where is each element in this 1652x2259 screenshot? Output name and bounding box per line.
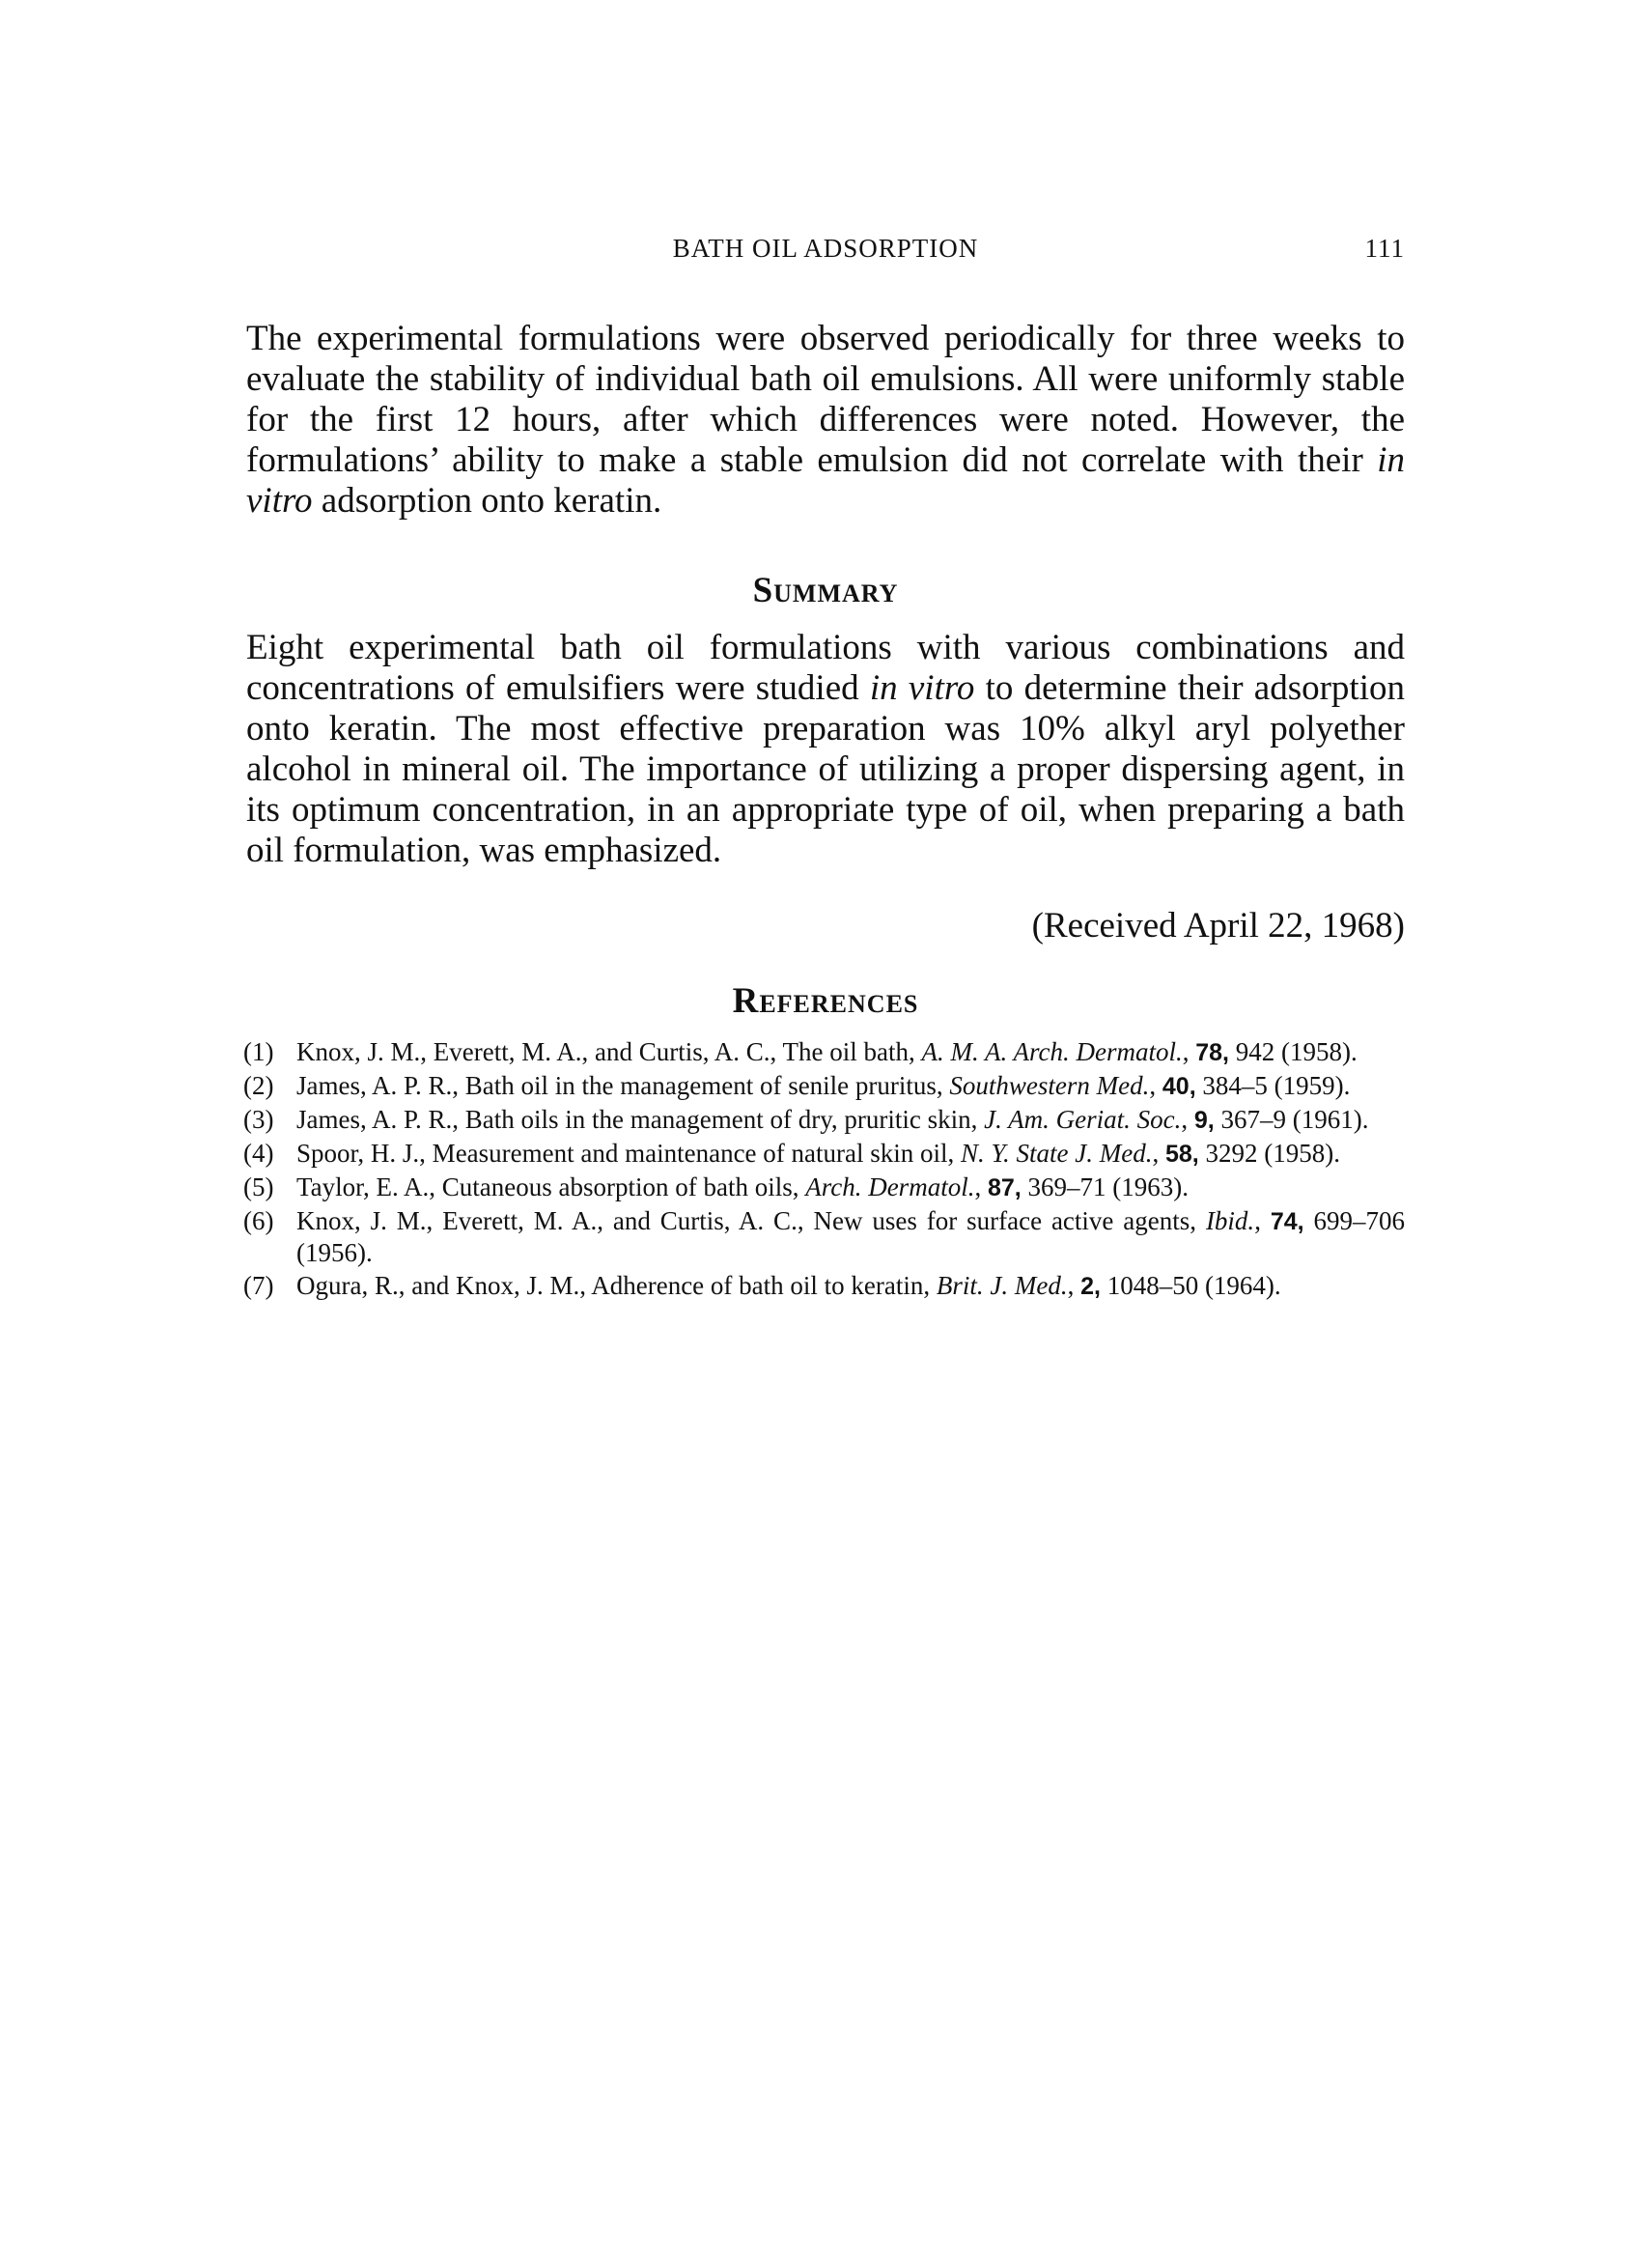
reference-item [243,1270,1405,1302]
reference-separator: , [1067,1271,1081,1300]
reference-separator: , [1254,1206,1271,1235]
received-date: (Received April 22, 1968) [1031,906,1405,946]
references-heading: References [732,981,919,1021]
reference-volume: 87, [987,1174,1022,1201]
summary-heading: Summary [752,571,899,610]
references-list [243,1036,1405,1302]
reference-authors-title: Knox, J. M., Everett, M. A., and Curtis, A. C., The oil bath, [296,1037,922,1066]
running-head [246,234,1405,272]
intro-italic: in vitro [246,440,1405,521]
references-heading-wrap [246,980,1405,1022]
reference-number: (5) [243,1172,274,1201]
reference-number: (7) [243,1271,274,1300]
reference-authors-title: James, A. P. R., Bath oil in the management of senile pruritus, [296,1071,950,1100]
summary-italic: in vitro [869,668,975,708]
received-line [246,905,1405,946]
reference-pages-year: 369–71 (1963). [1021,1172,1189,1201]
summary-section [246,570,1405,611]
reference-volume: 2, [1080,1273,1101,1300]
reference-separator: , [1182,1037,1196,1066]
intro-text-1: The experimental formulations were observed periodically for three weeks to evaluate the stability of individual bath oil emulsions. All were uniformly stable for the first 12 hours, after which differences were noted. However, the formulations’ ability to make a stable emulsion did not correlate with their [246,319,1405,480]
reference-authors-title: James, A. P. R., Bath oils in the management of dry, pruritic skin, [296,1105,985,1134]
reference-volume: 78, [1195,1039,1229,1066]
reference-authors-title: Spoor, H. J., Measurement and maintenance of natural skin oil, [296,1139,961,1168]
summary-text-1: Eight experimental bath oil formulations with various combinations and concentrations of emulsifiers were studied [246,628,1405,708]
reference-journal: Southwestern Med. [949,1071,1150,1100]
running-head-title: BATH OIL ADSORPTION [672,234,979,263]
reference-volume: 58, [1165,1141,1199,1168]
reference-journal: Ibid. [1205,1206,1255,1235]
reference-authors-title: Taylor, E. A., Cutaneous absorption of bath oils, [296,1172,806,1201]
reference-authors-title: Knox, J. M., Everett, M. A., and Curtis, A. C., New uses for surface active agents, [296,1206,1206,1235]
reference-pages-year: 384–5 (1959). [1195,1071,1351,1100]
reference-number: (1) [243,1037,274,1066]
reference-journal: Arch. Dermatol. [805,1172,975,1201]
reference-pages-year: 3292 (1958). [1198,1139,1340,1168]
reference-item [243,1070,1405,1102]
summary-paragraph [246,628,1405,871]
reference-volume: 74, [1270,1208,1304,1235]
reference-journal: N. Y. State J. Med. [961,1139,1153,1168]
reference-number: (6) [243,1206,274,1235]
reference-pages-year: 1048–50 (1964). [1100,1271,1281,1300]
reference-number: (4) [243,1139,274,1168]
summary-text-2: to determine their adsorption onto keratin. The most effective preparation was 10% alkyl aryl polyether alcohol in mineral oil. The importance of utilizing a proper dispersing agent, in its optimum concentration, in an appropriate type of oil, when preparing a bath oil formulation, was emphasized. [246,668,1405,870]
reference-text [296,1138,1405,1170]
reference-text [296,1036,1405,1068]
intro-paragraph [246,319,1405,522]
reference-pages-year: 699–706 (1956). [296,1206,1406,1267]
reference-item [243,1036,1405,1068]
page-number: 111 [1364,234,1405,263]
references-section [243,1036,1405,1304]
reference-pages-year: 367–9 (1961). [1214,1105,1369,1134]
reference-item [243,1138,1405,1170]
reference-text [296,1205,1405,1268]
reference-journal: A. M. A. Arch. Dermatol. [921,1037,1183,1066]
reference-separator: , [1152,1139,1165,1168]
reference-text [296,1270,1405,1302]
reference-journal: Brit. J. Med. [936,1271,1068,1300]
reference-journal: J. Am. Geriat. Soc. [984,1105,1182,1134]
reference-item [243,1104,1405,1136]
reference-separator: , [1181,1105,1194,1134]
reference-text [296,1070,1405,1102]
reference-volume: 40, [1162,1073,1196,1100]
reference-separator: , [974,1172,988,1201]
reference-text [296,1104,1405,1136]
reference-item [243,1172,1405,1203]
reference-item [243,1205,1405,1268]
reference-number: (3) [243,1105,274,1134]
reference-pages-year: 942 (1958). [1228,1037,1358,1066]
summary-body [246,628,1405,871]
reference-separator: , [1149,1071,1162,1100]
reference-number: (2) [243,1071,274,1100]
reference-volume: 9, [1193,1107,1215,1134]
intro-section [246,319,1405,522]
reference-text [296,1172,1405,1203]
intro-text-2: adsorption onto keratin. [312,481,662,521]
reference-authors-title: Ogura, R., and Knox, J. M., Adherence of bath oil to keratin, [296,1271,937,1300]
